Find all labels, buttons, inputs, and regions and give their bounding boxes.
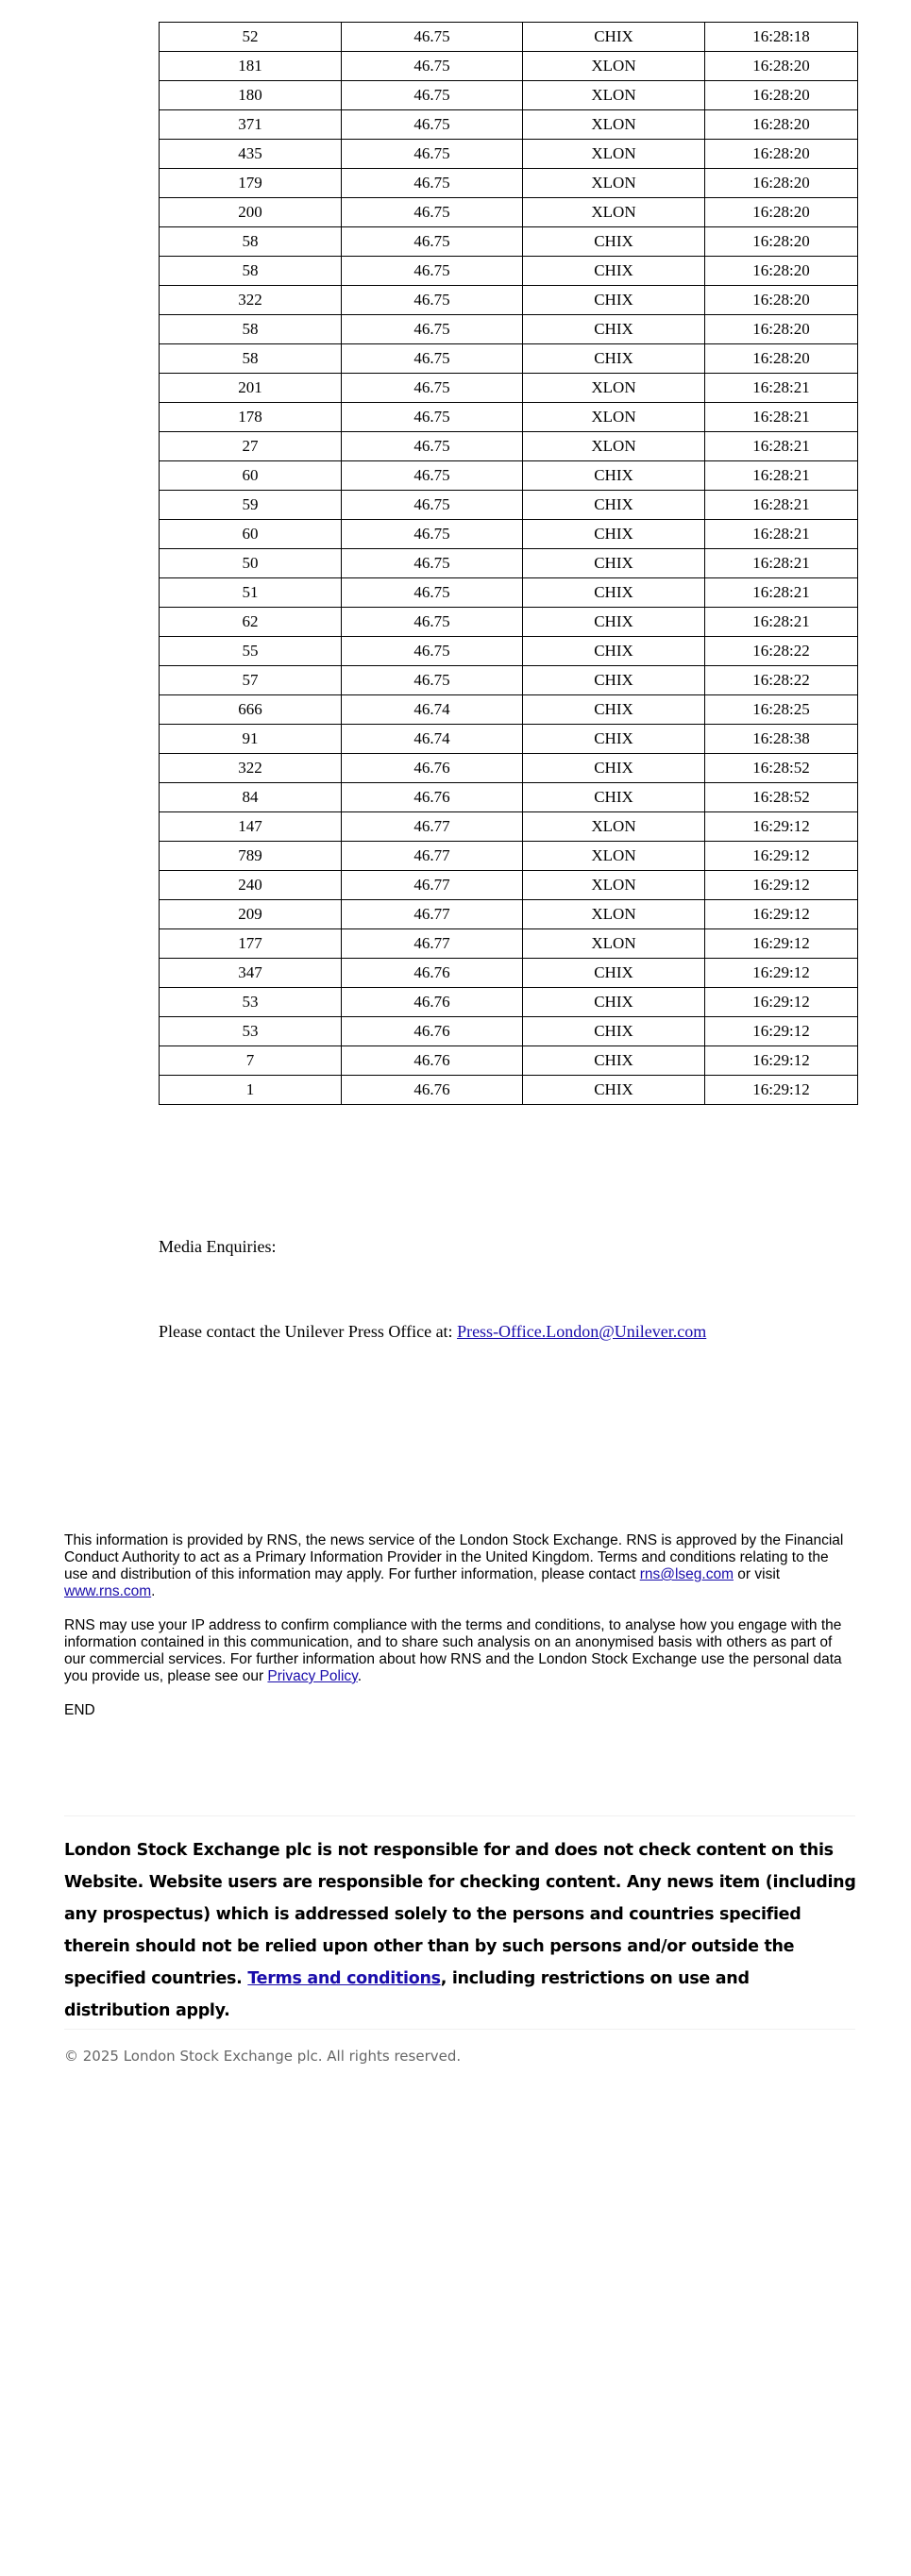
price-cell: 46.75: [342, 315, 523, 344]
time-cell: 16:28:21: [705, 578, 858, 608]
rns-or-text: or visit: [733, 1566, 781, 1582]
table-row: [160, 227, 858, 257]
time-cell: 16:28:21: [705, 520, 858, 549]
venue-cell: CHIX: [523, 988, 705, 1017]
price-cell: 46.75: [342, 110, 523, 140]
time-cell: 16:28:20: [705, 257, 858, 286]
table-row: [160, 461, 858, 491]
price-cell: 46.74: [342, 725, 523, 754]
venue-cell: XLON: [523, 842, 705, 871]
volume-cell: 7: [160, 1046, 342, 1076]
disclaimer-text-end: , including restrictions on use and distribution apply.: [64, 1969, 750, 2020]
table-row: [160, 549, 858, 578]
time-cell: 16:28:21: [705, 374, 858, 403]
venue-cell: CHIX: [523, 23, 705, 52]
venue-cell: XLON: [523, 169, 705, 198]
time-cell: 16:29:12: [705, 871, 858, 900]
time-cell: 16:28:25: [705, 695, 858, 725]
volume-cell: 789: [160, 842, 342, 871]
volume-cell: 50: [160, 549, 342, 578]
trades-table-body: [160, 23, 858, 1105]
table-row: [160, 52, 858, 81]
venue-cell: XLON: [523, 900, 705, 929]
venue-cell: CHIX: [523, 491, 705, 520]
table-row: [160, 754, 858, 783]
price-cell: 46.77: [342, 871, 523, 900]
time-cell: 16:28:20: [705, 286, 858, 315]
time-cell: 16:28:21: [705, 491, 858, 520]
media-enquiries-heading: Media Enquiries:: [159, 1237, 277, 1256]
table-row: [160, 315, 858, 344]
venue-cell: CHIX: [523, 315, 705, 344]
price-cell: 46.75: [342, 169, 523, 198]
volume-cell: 435: [160, 140, 342, 169]
venue-cell: CHIX: [523, 344, 705, 374]
price-cell: 46.75: [342, 578, 523, 608]
price-cell: 46.77: [342, 900, 523, 929]
price-cell: 46.75: [342, 374, 523, 403]
time-cell: 16:28:21: [705, 608, 858, 637]
table-row: [160, 140, 858, 169]
volume-cell: 666: [160, 695, 342, 725]
volume-cell: 178: [160, 403, 342, 432]
price-cell: 46.75: [342, 637, 523, 666]
table-row: [160, 81, 858, 110]
rns-website-link[interactable]: www.rns.com: [64, 1583, 152, 1599]
time-cell: 16:28:22: [705, 637, 858, 666]
table-row: [160, 257, 858, 286]
venue-cell: XLON: [523, 403, 705, 432]
venue-cell: CHIX: [523, 725, 705, 754]
table-row: [160, 23, 858, 52]
venue-cell: CHIX: [523, 1017, 705, 1046]
table-row: [160, 695, 858, 725]
disclaimer-text: London Stock Exchange plc is not responsible for and does not check content on this Website. Website users are responsible for checking content. Any news item (including any prospectus) which is addressed solely to the persons and countries specified therein should not be relied upon other than by such persons and/or outside the specified countries.: [64, 1841, 856, 1988]
venue-cell: XLON: [523, 374, 705, 403]
disclaimer-divider-top: [64, 1815, 855, 1816]
table-row: [160, 110, 858, 140]
volume-cell: 60: [160, 461, 342, 491]
table-row: [160, 842, 858, 871]
venue-cell: XLON: [523, 812, 705, 842]
venue-cell: XLON: [523, 81, 705, 110]
rns-privacy-end: .: [357, 1668, 363, 1684]
end-marker: END: [64, 1702, 95, 1718]
time-cell: 16:29:12: [705, 988, 858, 1017]
time-cell: 16:28:52: [705, 754, 858, 783]
rns-information: [64, 1532, 855, 1736]
volume-cell: 209: [160, 900, 342, 929]
price-cell: 46.76: [342, 988, 523, 1017]
time-cell: 16:28:22: [705, 666, 858, 695]
price-cell: 46.76: [342, 959, 523, 988]
venue-cell: CHIX: [523, 549, 705, 578]
table-row: [160, 608, 858, 637]
volume-cell: 180: [160, 81, 342, 110]
price-cell: 46.75: [342, 549, 523, 578]
volume-cell: 200: [160, 198, 342, 227]
venue-cell: XLON: [523, 140, 705, 169]
volume-cell: 147: [160, 812, 342, 842]
volume-cell: 59: [160, 491, 342, 520]
table-row: [160, 432, 858, 461]
table-row: [160, 198, 858, 227]
volume-cell: 53: [160, 988, 342, 1017]
price-cell: 46.76: [342, 754, 523, 783]
table-row: [160, 374, 858, 403]
price-cell: 46.75: [342, 140, 523, 169]
venue-cell: CHIX: [523, 608, 705, 637]
venue-cell: CHIX: [523, 1076, 705, 1105]
table-row: [160, 1017, 858, 1046]
volume-cell: 201: [160, 374, 342, 403]
venue-cell: CHIX: [523, 578, 705, 608]
venue-cell: XLON: [523, 871, 705, 900]
price-cell: 46.76: [342, 1076, 523, 1105]
time-cell: 16:28:21: [705, 461, 858, 491]
time-cell: 16:29:12: [705, 900, 858, 929]
time-cell: 16:28:20: [705, 198, 858, 227]
copyright-notice: © 2025 London Stock Exchange plc. All rights reserved.: [64, 2048, 462, 2065]
volume-cell: 347: [160, 959, 342, 988]
price-cell: 46.75: [342, 666, 523, 695]
venue-cell: CHIX: [523, 227, 705, 257]
volume-cell: 179: [160, 169, 342, 198]
table-row: [160, 169, 858, 198]
volume-cell: 58: [160, 257, 342, 286]
venue-cell: CHIX: [523, 257, 705, 286]
volume-cell: 240: [160, 871, 342, 900]
price-cell: 46.74: [342, 695, 523, 725]
table-row: [160, 871, 858, 900]
volume-cell: 58: [160, 344, 342, 374]
price-cell: 46.75: [342, 52, 523, 81]
venue-cell: CHIX: [523, 286, 705, 315]
time-cell: 16:28:20: [705, 344, 858, 374]
table-row: [160, 344, 858, 374]
table-row: [160, 1046, 858, 1076]
table-row: [160, 403, 858, 432]
price-cell: 46.75: [342, 23, 523, 52]
rns-info-text: This information is provided by RNS, the news service of the London Stock Exchange. RNS is approved by the Financial Conduct Authority to act as a Primary Information Provider in the United Kingdom. Terms and conditions relating to the use and distribution of this information may apply. For further information, please contact: [64, 1532, 844, 1582]
volume-cell: 91: [160, 725, 342, 754]
time-cell: 16:29:12: [705, 812, 858, 842]
venue-cell: CHIX: [523, 637, 705, 666]
volume-cell: 84: [160, 783, 342, 812]
volume-cell: 181: [160, 52, 342, 81]
volume-cell: 53: [160, 1017, 342, 1046]
venue-cell: XLON: [523, 929, 705, 959]
price-cell: 46.77: [342, 842, 523, 871]
venue-cell: XLON: [523, 198, 705, 227]
rns-email-link[interactable]: rns@lseg.com: [639, 1566, 734, 1582]
time-cell: 16:28:52: [705, 783, 858, 812]
lse-disclaimer: [64, 1834, 857, 2027]
table-row: [160, 520, 858, 549]
time-cell: 16:28:20: [705, 227, 858, 257]
time-cell: 16:28:20: [705, 52, 858, 81]
table-row: [160, 286, 858, 315]
price-cell: 46.75: [342, 520, 523, 549]
table-row: [160, 1076, 858, 1105]
volume-cell: 55: [160, 637, 342, 666]
volume-cell: 27: [160, 432, 342, 461]
time-cell: 16:28:21: [705, 403, 858, 432]
time-cell: 16:29:12: [705, 1076, 858, 1105]
volume-cell: 322: [160, 754, 342, 783]
table-row: [160, 900, 858, 929]
table-row: [160, 812, 858, 842]
time-cell: 16:28:18: [705, 23, 858, 52]
venue-cell: CHIX: [523, 520, 705, 549]
price-cell: 46.75: [342, 432, 523, 461]
price-cell: 46.75: [342, 286, 523, 315]
price-cell: 46.75: [342, 403, 523, 432]
time-cell: 16:29:12: [705, 929, 858, 959]
contact-prefix: Please contact the Unilever Press Office at:: [159, 1322, 458, 1341]
table-row: [160, 725, 858, 754]
time-cell: 16:29:12: [705, 1046, 858, 1076]
table-row: [160, 988, 858, 1017]
table-row: [160, 929, 858, 959]
rns-info-paragraph: [64, 1532, 855, 1600]
venue-cell: CHIX: [523, 1046, 705, 1076]
table-row: [160, 959, 858, 988]
terms-and-conditions-link[interactable]: Terms and conditions: [247, 1969, 441, 1988]
rns-info-end: .: [151, 1583, 156, 1599]
venue-cell: CHIX: [523, 695, 705, 725]
table-row: [160, 783, 858, 812]
table-row: [160, 637, 858, 666]
volume-cell: 60: [160, 520, 342, 549]
press-office-email-link[interactable]: Press-Office.London@Unilever.com: [457, 1322, 707, 1341]
table-row: [160, 666, 858, 695]
volume-cell: 1: [160, 1076, 342, 1105]
volume-cell: 52: [160, 23, 342, 52]
volume-cell: 371: [160, 110, 342, 140]
time-cell: 16:28:21: [705, 549, 858, 578]
price-cell: 46.76: [342, 783, 523, 812]
time-cell: 16:28:20: [705, 169, 858, 198]
privacy-policy-link[interactable]: Privacy Policy: [267, 1668, 358, 1684]
rns-privacy-paragraph: [64, 1617, 855, 1685]
price-cell: 46.77: [342, 812, 523, 842]
venue-cell: XLON: [523, 432, 705, 461]
venue-cell: CHIX: [523, 959, 705, 988]
time-cell: 16:28:21: [705, 432, 858, 461]
volume-cell: 57: [160, 666, 342, 695]
table-row: [160, 491, 858, 520]
time-cell: 16:29:12: [705, 1017, 858, 1046]
volume-cell: 51: [160, 578, 342, 608]
press-office-contact: [159, 1322, 706, 1342]
venue-cell: CHIX: [523, 783, 705, 812]
venue-cell: XLON: [523, 110, 705, 140]
venue-cell: CHIX: [523, 754, 705, 783]
price-cell: 46.77: [342, 929, 523, 959]
trades-table: [159, 22, 858, 1105]
price-cell: 46.75: [342, 461, 523, 491]
time-cell: 16:28:20: [705, 140, 858, 169]
price-cell: 46.75: [342, 81, 523, 110]
volume-cell: 322: [160, 286, 342, 315]
price-cell: 46.75: [342, 608, 523, 637]
price-cell: 46.75: [342, 198, 523, 227]
volume-cell: 58: [160, 315, 342, 344]
table-row: [160, 578, 858, 608]
price-cell: 46.75: [342, 257, 523, 286]
time-cell: 16:29:12: [705, 842, 858, 871]
venue-cell: CHIX: [523, 461, 705, 491]
time-cell: 16:28:20: [705, 110, 858, 140]
time-cell: 16:29:12: [705, 959, 858, 988]
price-cell: 46.76: [342, 1017, 523, 1046]
volume-cell: 62: [160, 608, 342, 637]
time-cell: 16:28:20: [705, 315, 858, 344]
venue-cell: CHIX: [523, 666, 705, 695]
price-cell: 46.75: [342, 491, 523, 520]
price-cell: 46.76: [342, 1046, 523, 1076]
disclaimer-divider-bottom: [64, 2029, 855, 2030]
price-cell: 46.75: [342, 227, 523, 257]
volume-cell: 58: [160, 227, 342, 257]
time-cell: 16:28:38: [705, 725, 858, 754]
venue-cell: XLON: [523, 52, 705, 81]
rns-privacy-text: RNS may use your IP address to confirm compliance with the terms and conditions, to analyse how you engage with the information contained in this communication, and to share such analysis on an anonymised basis with others as part of our commercial services. For further information about how RNS and the London Stock Exchange use the personal data you provide us, please see our: [64, 1617, 842, 1684]
price-cell: 46.75: [342, 344, 523, 374]
volume-cell: 177: [160, 929, 342, 959]
time-cell: 16:28:20: [705, 81, 858, 110]
